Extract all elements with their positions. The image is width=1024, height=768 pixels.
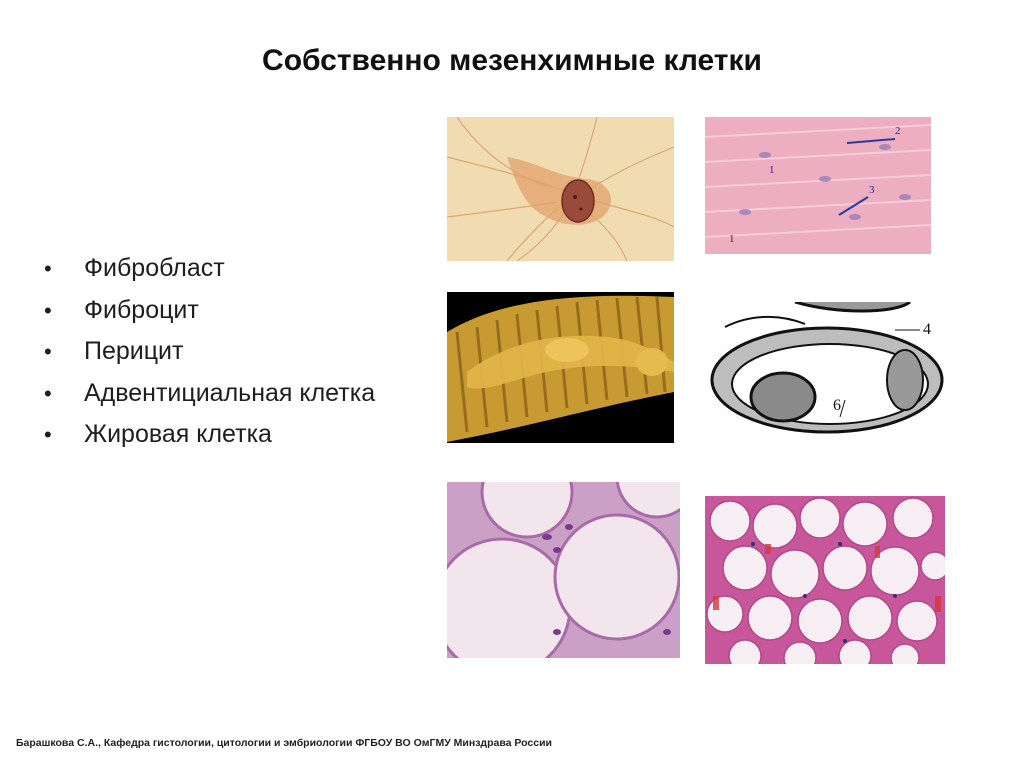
muscle-label-2: 2 [895, 125, 901, 137]
bullet-icon: • [44, 380, 52, 406]
bullet-icon: • [44, 422, 52, 447]
diagram-label-4: 4 [923, 321, 931, 338]
adipocyte-micrograph [447, 482, 680, 658]
capillary-diagram [705, 302, 945, 444]
muscle-label-3: 3 [869, 184, 875, 196]
bullet-item [44, 331, 375, 373]
adipose-tissue-micrograph [705, 496, 945, 664]
pericyte-sem-image [447, 292, 674, 443]
muscle-label-1b: 1 [729, 233, 735, 245]
bullet-item [44, 248, 375, 290]
bullet-item [44, 414, 375, 456]
muscle-label-1: 1 [769, 164, 775, 176]
bullet-icon: • [44, 256, 52, 281]
bullet-list [44, 248, 375, 456]
bullet-text: Перицит [84, 337, 184, 365]
bullet-text: Фиброцит [84, 295, 199, 324]
bullet-text: Фибробласт [84, 254, 225, 282]
bullet-item [44, 373, 375, 415]
bullet-text: Адвентициальная клетка [84, 378, 376, 407]
footer-credit: Барашкова С.А., Кафедра гистологии, цитологии и эмбриологии ФГБОУ ВО ОмГМУ Минздрава России [16, 737, 553, 749]
diagram-label-6: 6 [833, 397, 841, 414]
fibroblast-micrograph [447, 117, 674, 261]
bullet-icon: • [44, 297, 52, 323]
bullet-item [44, 290, 375, 332]
bullet-icon: • [44, 339, 52, 364]
muscle-micrograph [705, 117, 931, 254]
slide-title: Собственно мезенхимные клетки [262, 44, 762, 77]
bullet-text: Жировая клетка [84, 420, 272, 448]
